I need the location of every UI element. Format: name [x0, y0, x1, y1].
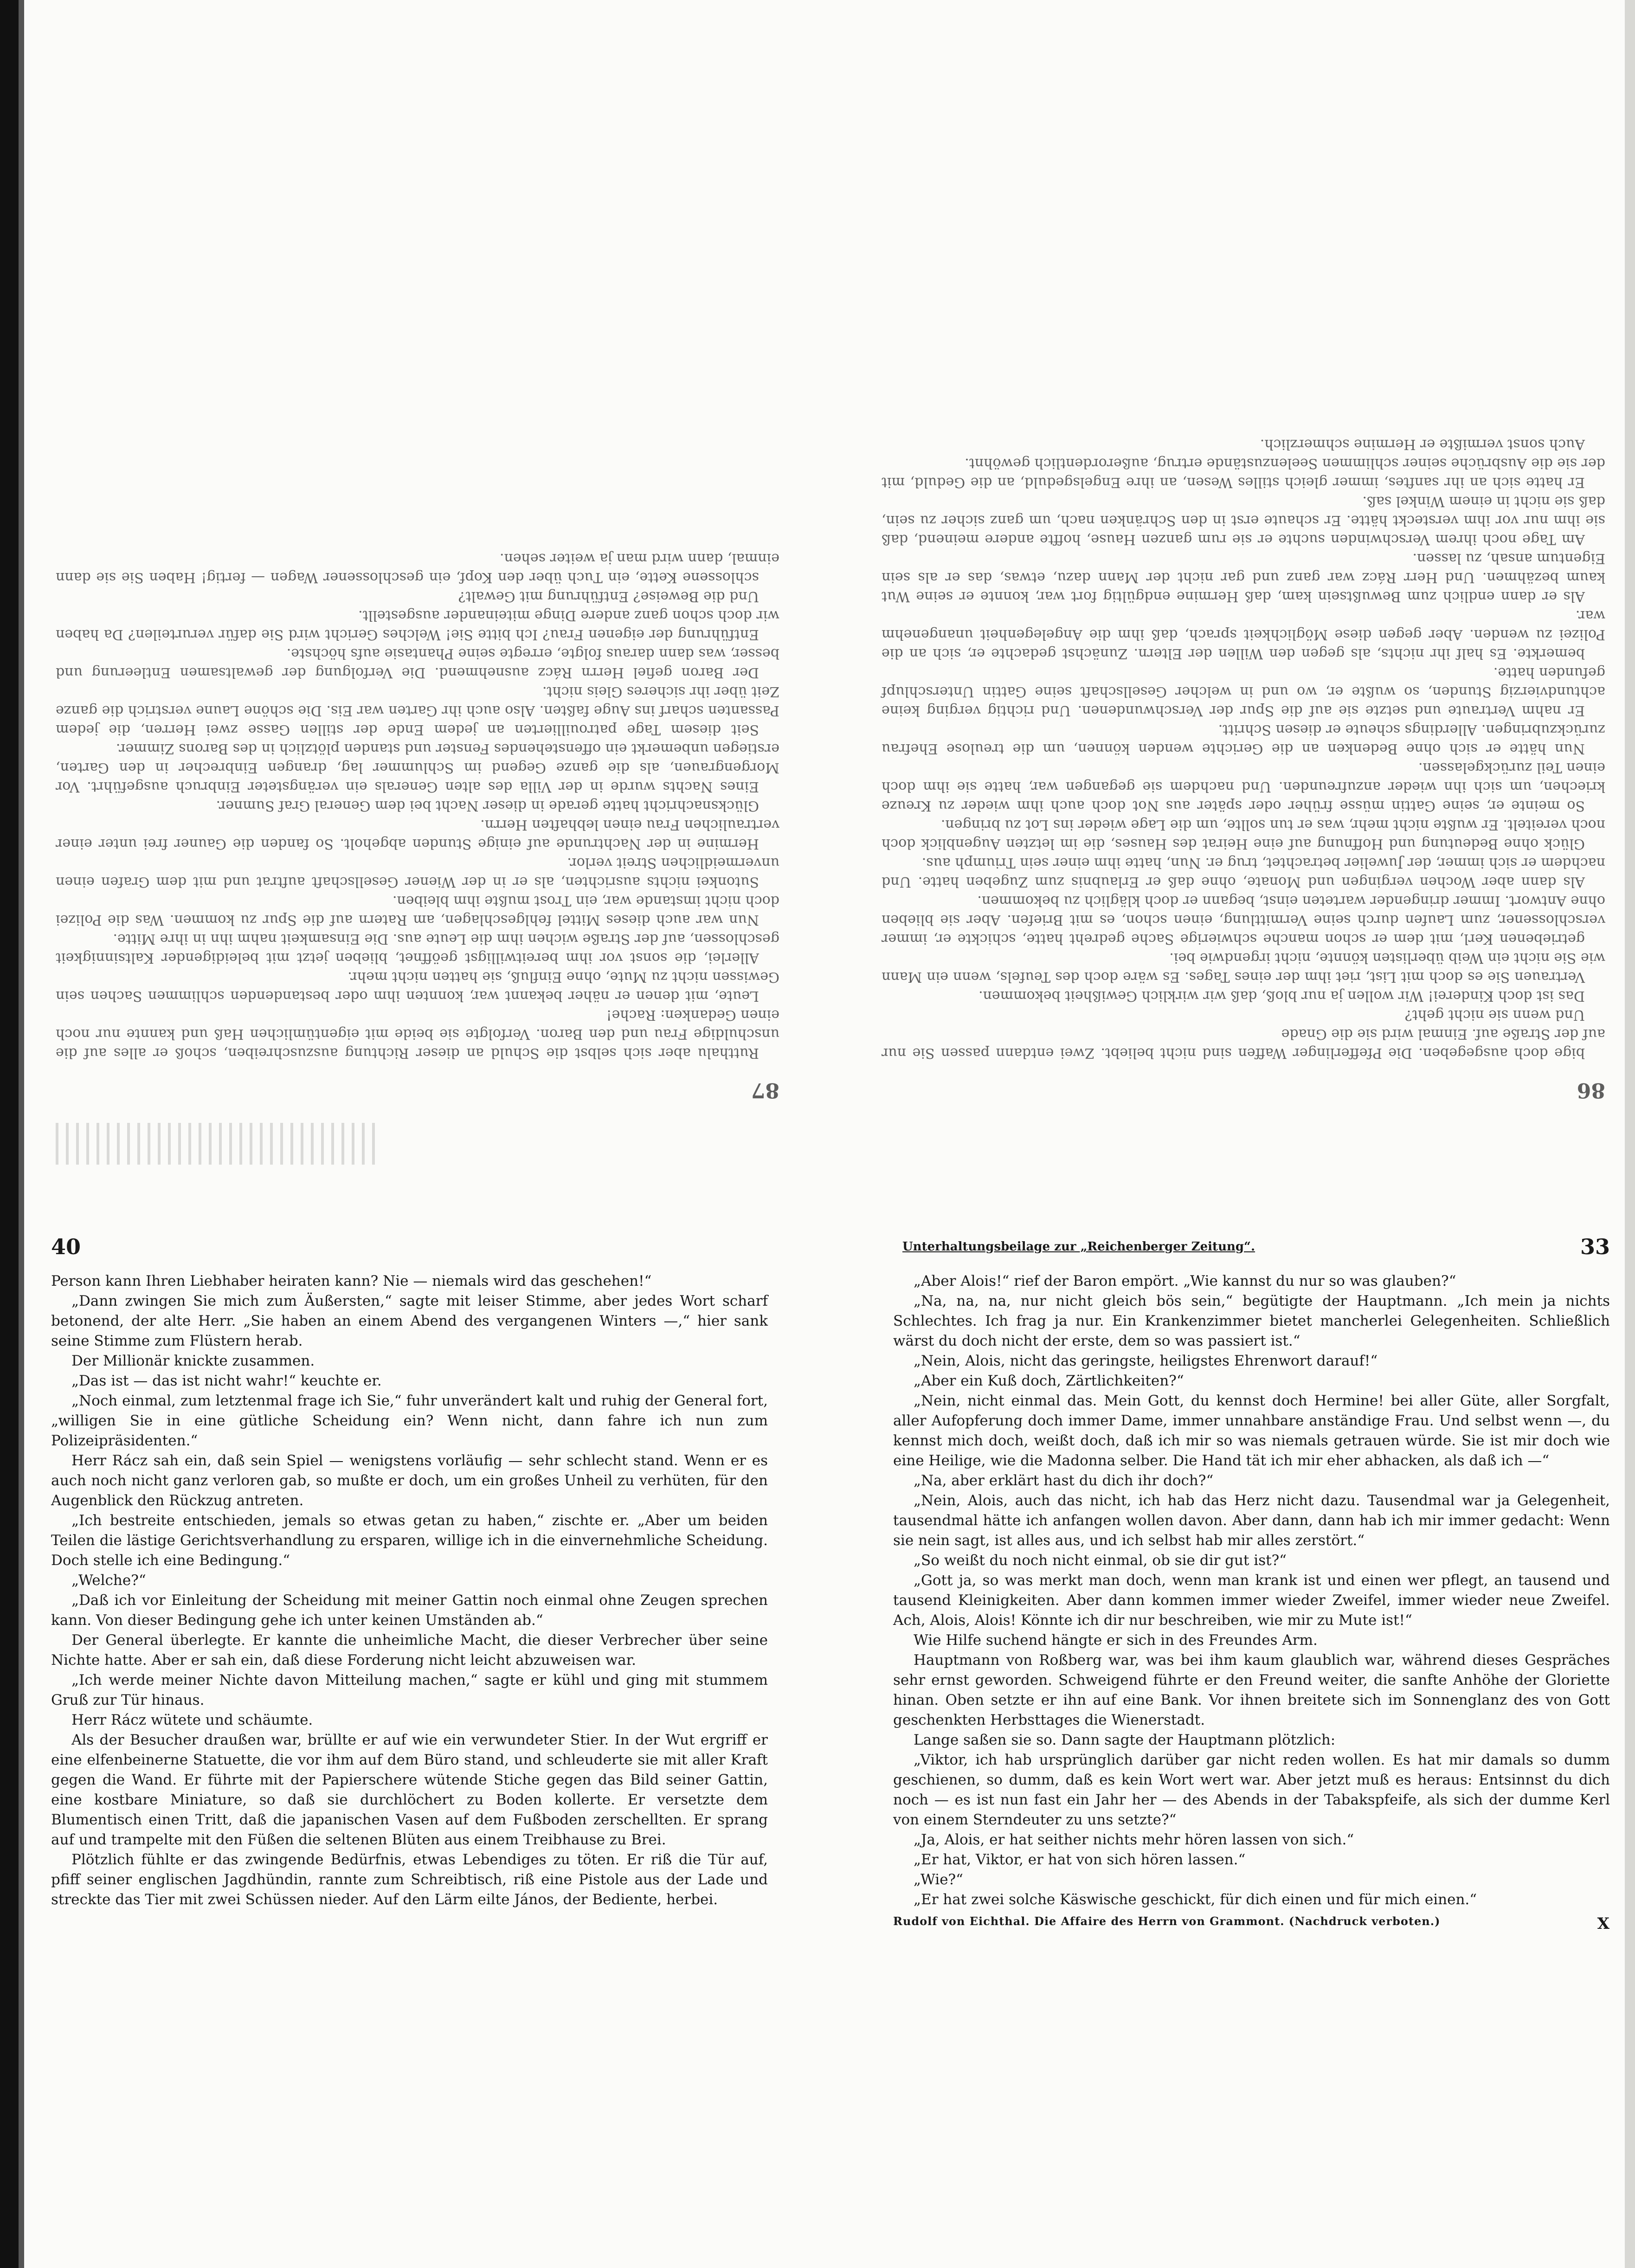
paragraph: „Er hat zwei solche Käswische geschickt, für dich einen und für mich einen.“ — [914, 1891, 1477, 1908]
paragraph: Und die Beweise? Entführung mit Gewalt? — [458, 588, 759, 605]
paragraph: „Dann zwingen Sie mich zum Äußersten,“ sagte mit leiser Stimme, aber jedes Wort scharf betonend, der alte Herr. „Sie haben an einem Abend des vergangenen Winters —,“ hier sank seine Stimme zum Flüstern herab. — [51, 1293, 768, 1349]
paragraph: „Nein, Alois, auch das nicht, ich hab das Herz nicht dazu. Tausendmal war ja Gelegenheit, tausendmal hätte ich anfangen wollen davon. Aber dann, dann hab ich mir immer gedacht: Wenn sie nein sagt, ist alles aus, und ich selbst hab mir alles zerstört.“ — [893, 1492, 1610, 1549]
paragraph: „Das ist — das ist nicht wahr!“ keuchte er. — [71, 1372, 382, 1389]
paragraph: Rutthalu aber sich selbst die Schuld an dieser Richtung auszuschreiben, schoß er alles auf die unschuldige Frau und den Baron. Verfolgte sie beide mit eigentümlichen Haß und kannte nur noch einen Gedanken: Rache! — [56, 1007, 779, 1061]
paragraph: Das ist doch Kinderei! Wir wollen ja nur bloß, daß wir wirklich Gewißheit bekommen. — [978, 988, 1585, 1004]
article-text — [893, 1271, 1610, 1910]
inverted-page-number: 86 — [1577, 1078, 1605, 1102]
scan-smudge — [56, 1123, 380, 1165]
inverted-page-right — [56, 93, 779, 1100]
paragraph: Hermine in der Nachtrunde auf einige Stunden abgeholt. So fanden die Gauner frei unter einer vertraulichen Frau einen lebhaften Herrn. — [56, 817, 779, 852]
page-number: 33 — [1580, 1234, 1610, 1259]
paragraph: „Aber Alois!“ rief der Baron empört. „Wie kannst du nur so was glauben?“ — [914, 1273, 1456, 1289]
paragraph: Auch sonst vermißte er Hermine schmerzlich. — [1260, 436, 1585, 452]
paragraph: Nun war auch dieses Mittel fehlgeschlagen, am Ratern auf die Spur zu kommen. Was die Polizei doch nicht imstande war, ein Trost mußte ihm bleiben. — [56, 893, 779, 928]
paragraph: „Nein, nicht einmal das. Mein Gott, du kennst doch Hermine! bei aller Güte, aller Sorgfalt, aller Aufopferung doch immer Dame, immer unnahbare anständige Frau. Und selbst wenn —, du kennst mich doch, weißt doch, daß ich mir so was niemals getrauen würde. Sie ist mir doch wie eine Heilige, wie die Madonna selber. Die Hand tät ich mir eher abhacken, als daß ich —“ — [893, 1392, 1610, 1469]
paragraph: Glück ohne Bedeutung und Hoffnung auf eine Heirat des Hauses, die im letzten Augenblick doch noch vereitelt. Er wußte nicht mehr, was er tun sollte, um die Lage wieder ins Lot zu bringen. — [882, 817, 1605, 852]
paragraph: Er nahm Vertraute und setzte sie auf die Spur der Verschwundenen. Und richtig verging keine achtundvierzig Stunden, so wußte er, wo und in welcher Gesellschaft seine Gattin Unterschlupf gefunden hatte. — [882, 664, 1605, 719]
paragraph: „Ich werde meiner Nichte davon Mitteilung machen,“ sagte er kühl und ging mit stummem Gruß zur Tür hinaus. — [51, 1672, 768, 1708]
paragraph: „Noch einmal, zum letztenmal frage ich Sie,“ fuhr unverändert kalt und ruhig der General fort, „willigen Sie in eine gütliche Scheidung ein? Wenn nicht, dann fahre ich nun zum Polizeipräsidenten.“ — [51, 1392, 768, 1449]
paragraph: Leute, mit denen er näher bekannt war, konnten ihm oder bestandenden schlimmen Sachen sein Gewissen nicht zu Mute, ohne Einfluß, sie hatten nicht mehr. — [56, 969, 779, 1004]
page-number: 40 — [51, 1234, 81, 1259]
paragraph: So meinte er, seine Gattin müsse früher oder später aus Not doch auch ihm wieder zu Kreuze kriechen, um sich ihn wieder anzufreunden. Und nachdem sie gegangen war, hatte sie ihm doch einen Teil zurückgelassen. — [882, 760, 1605, 814]
paragraph: Als er dann endlich zum Bewußtsein kam, daß Hermine endgültig fort war, konnte er seine Wut kaum bezähmen. Und Herr Rácz war ganz und gar nicht der Mann dazu, etwas, das er als sein Eigentum ansah, zu lassen. — [882, 550, 1605, 605]
paragraph: „Ja, Alois, er hat seither nichts mehr hören lassen von sich.“ — [914, 1831, 1354, 1848]
paragraph: „Na, na, na, nur nicht gleich bös sein,“ begütigte der Hauptmann. „Ich mein ja nichts Schlechtes. Ich frag ja nur. Ein Krankenzimmer bietet mancherlei Gelegenheiten. Schließlich wärst du doch nicht der erste, dem so was passiert ist.“ — [893, 1293, 1610, 1349]
paragraph: Glücksnachricht hatte gerade in dieser Nacht bei dem General Graf Sumner. — [216, 798, 759, 814]
paragraph: Der General überlegte. Er kannte die unheimliche Macht, die dieser Verbrecher über seine Nichte hatte. Aber er sah ein, daß diese Forderung nicht leicht abzuweisen war. — [51, 1632, 768, 1669]
paragraph: Als dann aber Wochen vergingen und Monate, ohne daß er Erlaubnis zum Zugeben hatte. Und nachdem er sich immer, der Juwelier betrachtet, trug er. Nun, hatte ihm einer sein Triumph aus. — [882, 855, 1605, 890]
inverted-spread — [56, 93, 1605, 1100]
page-header — [893, 1234, 1610, 1271]
paragraph: Der Baron gefiel Herrn Rácz ausnehmend. Die Verfolgung der gewaltsamen Entleerung und besser, was dann daraus folgte, erregte seine Phantasie aufs höchste. — [56, 645, 779, 681]
paragraph: Herr Rácz wütete und schäumte. — [71, 1712, 313, 1728]
page-header — [51, 1234, 768, 1271]
paragraph: „So weißt du noch nicht einmal, ob sie dir gut ist?“ — [914, 1552, 1287, 1569]
inverted-text-block — [882, 435, 1605, 1063]
paragraph: Der Millionär knickte zusammen. — [71, 1353, 315, 1369]
page-footer — [893, 1914, 1610, 1933]
paragraph: „Viktor, ich hab ursprünglich darüber gar nicht reden wollen. Es hat mir damals so dumm geschienen, so dumm, daß es kein Wort wert war. Aber jetzt muß es heraus: Entsinnst du dich noch — es ist nun fast ein Jahr her — des Abends in der Tabakspfeife, als sich der dumme Kerl von einem Sterndeuter zu uns setzte?“ — [893, 1752, 1610, 1828]
article-text — [51, 1271, 768, 1910]
paragraph: Als der Besucher draußen war, brüllte er auf wie ein verwundeter Stier. In der Wut ergriff er eine elfenbeinerne Statuette, die vor ihm auf dem Büro stand, und schleuderte sie mit aller Kraft gegen die Wand. Er führte mit der Papierschere wütende Stiche gegen das Bild seiner Gattin, eine kostbare Miniature, so daß sie durchlöchert zu Boden kollerte. Er versetzte dem Blumentisch einen Tritt, daß die japanischen Vasen auf dem Fußboden zerschellten. Er sprang auf und trampelte mit den Füßen die seltenen Blüten aus einem Treibhause zu Brei. — [51, 1732, 768, 1848]
paragraph: Er hatte sich an ihr sanftes, immer gleich stilles Wesen, an ihre Engelsgeduld, an die Geduld, mit der sie die Ausbrüche seiner schlimmen Seelenzustände ertrug, außerordentlich gewöhnt. — [882, 455, 1605, 490]
inverted-text-block — [56, 549, 779, 1063]
paragraph: Eines Nachts wurde in der Villa des alten Generals ein verängsteter Einbruch ausgeführt. Vor Morgengrauen, als die ganze Gegend im Schlummer lag, drangen Einbrecher in den Garten, erstiegen unbemerkt ein offenstehendes Fenster und standen plötzlich in des Barons Zimmer. — [56, 741, 779, 795]
paragraph: „Gott ja, so was merkt man doch, wenn man krank ist und einen wer pflegt, an tausend und tausend Kleinigkeiten. Aber dann kommen immer wieder Zweifel, immer wieder neue Zweifel. Ach, Alois, Alois! Könnte ich dir nur beschreiben, wie mir zu Mute ist!“ — [893, 1572, 1610, 1629]
paragraph: bemerkte. Es half ihr nichts, als gegen den Willen der Eltern. Zunächst gedachte er, sich an die Polizei zu wenden. Aber gegen diese Möglichkeit sprach, daß ihm die Angelegenheit unangenehm war. — [882, 607, 1605, 662]
footer-mark: X — [1597, 1914, 1610, 1933]
paragraph: „Aber ein Kuß doch, Zärtlichkeiten?“ — [914, 1372, 1184, 1389]
paragraph: „Er hat, Viktor, er hat von sich hören lassen.“ — [914, 1851, 1246, 1868]
binding-shadow — [19, 0, 24, 2268]
paragraph: „Wie?“ — [914, 1871, 964, 1888]
paragraph: Wie Hilfe suchend hängte er sich in des Freundes Arm. — [914, 1632, 1318, 1649]
paragraph: Person kann Ihren Liebhaber heiraten kann? Nie — niemals wird das geschehen!“ — [51, 1273, 652, 1289]
paragraph: Seit diesem Tage patrouillierten an jedem Ende der stillen Gasse zwei Herren, die jedem Passanten scharf ins Auge faßten. Also auch ihr Garten war Eis. Die schöne Laune verstrich die ganze Zeit über ihr sicheres Gleis nicht. — [56, 683, 779, 738]
page-edge — [1625, 0, 1635, 2268]
paragraph: „Nein, Alois, nicht das geringste, heiligstes Ehrenwort darauf!“ — [914, 1353, 1378, 1369]
paragraph: Und wenn sie nicht geht? — [1404, 1007, 1585, 1023]
paragraph: Allerlei, die sonst vor ihm bereitwilligst geöffnet, blieben jetzt mit beleidigender Kaltsinnigkeit geschlossen, auf der Straße wichen ihm die Leute aus. Die Einsamkeit nahm ihn in ihre Mitte. — [56, 931, 779, 966]
paragraph: getriebenen Kerl, mit dem er schon manche schwierige Sache gedreht hatte, schickte er, immer verschlossener, zum Laufen durch seine Vermittlung, einen schon, es mit Briefen. Aber sie blieben ohne Antwort. Immer dringender warteten einst, begann er doch kläglich zu bekommen. — [882, 893, 1605, 947]
paragraph: Plötzlich fühlte er das zwingende Bedürfnis, etwas Lebendiges zu töten. Er riß die Tür auf, pfiff seiner englischen Jagdhündin, rannte zum Schreibtisch, riß eine Pistole aus der Lade und streckte das Tier mit zwei Schüssen nieder. Auf den Lärm eilte János, der Bediente, herbei. — [51, 1851, 768, 1908]
paragraph: Herr Rácz sah ein, daß sein Spiel — wenigstens vorläufig — sehr schlecht stand. Wenn er es auch noch nicht ganz verloren gab, so mußte er doch, um ein großes Unheil zu verhüten, für den Augenblick den Rückzug antreten. — [51, 1452, 768, 1509]
paragraph: Entführung der eigenen Frau? Ich bitte Sie! Welches Gericht wird Sie dafür verurteilen? Da haben wir doch schon ganz andere Dinge miteinander ausgestellt. — [56, 607, 779, 643]
paragraph: Nun hätte er sich ohne Bedenken an die Gerichte wenden können, um die treulose Ehefrau zurückzubringen. Allerdings scheute er diesen Schritt. — [882, 722, 1605, 757]
paragraph: Sutonkei nichts ausrichten, als er in der Wiener Gesellschaft auftrat und mit dem Grafen einen unvermeidlichen Streit verlor. — [56, 855, 779, 890]
page-right — [893, 1234, 1610, 2209]
paragraph: Vertrauen Sie es doch mit List, riet ihm der eines Tages. Es wäre doch des Teufels, wenn ein Mann wie Sie nicht ein Weib überlisten könnte, nicht irgendwie bei. — [882, 950, 1605, 985]
paragraph: „Na, aber erklärt hast du dich ihr doch?“ — [914, 1472, 1214, 1489]
inverted-page-left — [882, 93, 1605, 1100]
paragraph: „Welche?“ — [71, 1572, 146, 1589]
inverted-page-number: 87 — [751, 1078, 779, 1102]
paragraph: „Daß ich vor Einleitung der Scheidung mit meiner Gattin noch einmal ohne Zeugen sprechen kann. Von dieser Bedingung gehe ich unter keinen Umständen ab.“ — [51, 1592, 768, 1629]
paragraph: schlossene Kette, ein Tuch über den Kopf, ein geschlossener Wagen — fertig! Haben Sie sie dann einmal, dann wird man ja weiter sehen. — [56, 550, 779, 586]
paragraph: „Ich bestreite entschieden, jemals so etwas getan zu haben,“ zischte er. „Aber um beiden Teilen die lästige Gerichtsverhandlung zu ersparen, willige ich in die einvernehmliche Scheidung. Doch stelle ich eine Bedingung.“ — [51, 1512, 768, 1569]
paragraph: bige doch ausgegeben. Die Pfefferlinger Waffen sind nicht beliebt. Zwei entdann passen Sie nur auf der Straße auf. Einmal wird sie die Gnade — [882, 1026, 1605, 1061]
paragraph: Am Tage noch ihrem Verschwinden suchte er sie rum ganzen Hause, hoffte andere meinend, daß sie ihm nur vor ihm versteckt hätte. Er schaute erst in den Schränken nach, um ganz sicher zu sein, daß sie nicht in einem Winkel saß. — [882, 493, 1605, 548]
newspaper-supplement-title: Unterhaltungsbeilage zur „Reichenberger Zeitung“. — [902, 1240, 1255, 1254]
paragraph: Lange saßen sie so. Dann sagte der Hauptmann plötzlich: — [914, 1732, 1336, 1748]
paragraph: Hauptmann von Roßberg war, was bei ihm kaum glaublich war, während dieses Gespräches sehr ernst geworden. Schweigend führte er den Freund weiter, die sanfte Anhöhe der Gloriette hinan. Oben setzte er ihn auf eine Bank. Vor ihnen breitete sich im Sonnenglanz des von Gott geschenkten Herbsttages die Wienerstadt. — [893, 1652, 1610, 1728]
page-left — [51, 1234, 768, 2209]
binding-edge — [0, 0, 19, 2268]
footer-credit: Rudolf von Eichthal. Die Affaire des Herrn von Grammont. (Nachdruck verboten.) — [893, 1914, 1441, 1928]
